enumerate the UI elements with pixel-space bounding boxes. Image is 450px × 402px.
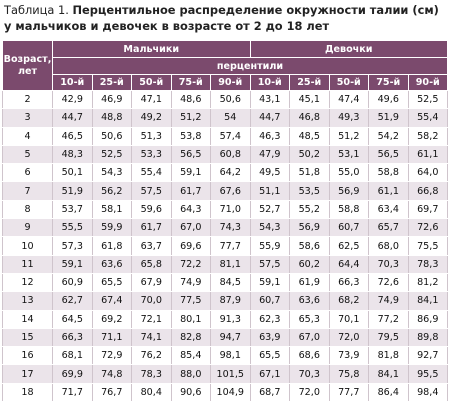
value-cell: 47,9 [250, 145, 290, 163]
value-cell: 73,9 [329, 347, 369, 365]
table-row [3, 365, 448, 383]
value-cell: 56,5 [171, 145, 211, 163]
percentile-column-header: 50-й [132, 75, 172, 91]
value-cell: 60,7 [250, 292, 290, 310]
value-cell: 78,3 [408, 255, 448, 273]
age-cell: 6 [3, 164, 53, 182]
value-cell: 55,0 [329, 164, 369, 182]
age-cell: 9 [3, 219, 53, 237]
value-cell: 59,1 [53, 255, 93, 273]
value-cell: 67,1 [250, 365, 290, 383]
value-cell: 49,2 [132, 109, 172, 127]
table-row [3, 164, 448, 182]
value-cell: 53,5 [290, 182, 330, 200]
value-cell: 88,0 [171, 365, 211, 383]
age-cell: 4 [3, 127, 53, 145]
value-cell: 81,1 [211, 255, 251, 273]
age-cell: 15 [3, 328, 53, 346]
value-cell: 51,1 [250, 182, 290, 200]
value-cell: 94,7 [211, 328, 251, 346]
value-cell: 72,6 [408, 219, 448, 237]
value-cell: 53,1 [329, 145, 369, 163]
value-cell: 65,5 [92, 273, 132, 291]
value-cell: 54,3 [250, 219, 290, 237]
caption-prefix: Таблица 1. [4, 3, 69, 17]
age-cell: 18 [3, 383, 53, 401]
value-cell: 51,2 [171, 109, 211, 127]
value-cell: 72,9 [92, 347, 132, 365]
age-cell: 13 [3, 292, 53, 310]
value-cell: 66,3 [53, 328, 93, 346]
value-cell: 98,1 [211, 347, 251, 365]
value-cell: 55,2 [290, 200, 330, 218]
value-cell: 72,0 [290, 383, 330, 401]
value-cell: 84,1 [369, 365, 409, 383]
value-cell: 50,2 [290, 145, 330, 163]
age-cell: 10 [3, 237, 53, 255]
value-cell: 60,2 [290, 255, 330, 273]
value-cell: 46,8 [290, 109, 330, 127]
value-cell: 48,3 [53, 145, 93, 163]
age-cell: 5 [3, 145, 53, 163]
value-cell: 59,6 [132, 200, 172, 218]
value-cell: 55,4 [132, 164, 172, 182]
value-cell: 66,8 [408, 182, 448, 200]
value-cell: 101,5 [211, 365, 251, 383]
value-cell: 78,3 [132, 365, 172, 383]
value-cell: 71,7 [53, 383, 93, 401]
value-cell: 50,1 [53, 164, 93, 182]
value-cell: 77,2 [369, 310, 409, 328]
value-cell: 56,5 [369, 145, 409, 163]
caption-title-line1: Перцентильное распределение окружности талии (см) [72, 3, 439, 17]
age-cell: 16 [3, 347, 53, 365]
value-cell: 86,4 [369, 383, 409, 401]
value-cell: 46,9 [92, 91, 132, 109]
value-cell: 71,1 [92, 328, 132, 346]
value-cell: 58,2 [408, 127, 448, 145]
value-cell: 54,2 [369, 127, 409, 145]
value-cell: 74,1 [132, 328, 172, 346]
value-cell: 63,6 [290, 292, 330, 310]
value-cell: 51,9 [369, 109, 409, 127]
value-cell: 68,0 [369, 237, 409, 255]
value-cell: 90,6 [171, 383, 211, 401]
value-cell: 63,6 [92, 255, 132, 273]
girls-group-header: Девочки [250, 41, 448, 58]
value-cell: 77,7 [329, 383, 369, 401]
value-cell: 65,3 [290, 310, 330, 328]
value-cell: 47,1 [132, 91, 172, 109]
value-cell: 57,3 [53, 237, 93, 255]
value-cell: 77,5 [171, 292, 211, 310]
value-cell: 60,8 [211, 145, 251, 163]
age-cell: 8 [3, 200, 53, 218]
value-cell: 60,9 [53, 273, 93, 291]
value-cell: 95,5 [408, 365, 448, 383]
value-cell: 68,7 [250, 383, 290, 401]
value-cell: 80,4 [132, 383, 172, 401]
table-row [3, 127, 448, 145]
value-cell: 91,3 [211, 310, 251, 328]
value-cell: 51,3 [132, 127, 172, 145]
percentile-column-header: 10-й [53, 75, 93, 91]
age-cell: 7 [3, 182, 53, 200]
value-cell: 64,2 [211, 164, 251, 182]
value-cell: 61,8 [92, 237, 132, 255]
table-row [3, 310, 448, 328]
value-cell: 58,8 [329, 200, 369, 218]
value-cell: 53,7 [53, 200, 93, 218]
value-cell: 44,7 [250, 109, 290, 127]
table-row [3, 292, 448, 310]
value-cell: 52,7 [250, 200, 290, 218]
table-row [3, 200, 448, 218]
value-cell: 49,6 [369, 91, 409, 109]
value-cell: 59,1 [250, 273, 290, 291]
value-cell: 72,1 [132, 310, 172, 328]
value-cell: 98,4 [408, 383, 448, 401]
value-cell: 47,4 [329, 91, 369, 109]
value-cell: 53,8 [171, 127, 211, 145]
table-caption [4, 2, 448, 34]
value-cell: 55,9 [250, 237, 290, 255]
value-cell: 61,7 [171, 182, 211, 200]
value-cell: 81,2 [408, 273, 448, 291]
value-cell: 46,3 [250, 127, 290, 145]
value-cell: 61,7 [132, 219, 172, 237]
value-cell: 72,6 [369, 273, 409, 291]
value-cell: 57,4 [211, 127, 251, 145]
value-cell: 54 [211, 109, 251, 127]
age-cell: 3 [3, 109, 53, 127]
percentile-column-header: 90-й [211, 75, 251, 91]
boys-group-header: Мальчики [53, 41, 251, 58]
value-cell: 70,1 [329, 310, 369, 328]
percentile-column-header: 75-й [171, 75, 211, 91]
value-cell: 104,9 [211, 383, 251, 401]
value-cell: 49,3 [329, 109, 369, 127]
value-cell: 85,4 [171, 347, 211, 365]
percentiles-header: перцентили [53, 58, 448, 75]
value-cell: 89,8 [408, 328, 448, 346]
value-cell: 77,7 [211, 237, 251, 255]
value-cell: 76,2 [132, 347, 172, 365]
value-cell: 68,2 [329, 292, 369, 310]
value-cell: 65,8 [132, 255, 172, 273]
table-row [3, 273, 448, 291]
value-cell: 51,9 [53, 182, 93, 200]
value-cell: 67,4 [92, 292, 132, 310]
value-cell: 86,9 [408, 310, 448, 328]
value-cell: 69,6 [171, 237, 211, 255]
caption-title-line2: у мальчиков и девочек в возрасте от 2 до 18 лет [4, 19, 330, 33]
table-row [3, 383, 448, 401]
value-cell: 66,3 [329, 273, 369, 291]
value-cell: 48,8 [92, 109, 132, 127]
value-cell: 68,6 [290, 347, 330, 365]
value-cell: 52,5 [408, 91, 448, 109]
value-cell: 62,5 [329, 237, 369, 255]
value-cell: 57,5 [250, 255, 290, 273]
table-row [3, 145, 448, 163]
value-cell: 65,7 [369, 219, 409, 237]
value-cell: 61,9 [290, 273, 330, 291]
value-cell: 55,5 [53, 219, 93, 237]
value-cell: 61,1 [408, 145, 448, 163]
percentile-column-header: 25-й [92, 75, 132, 91]
value-cell: 68,1 [53, 347, 93, 365]
percentile-column-header: 75-й [369, 75, 409, 91]
value-cell: 64,0 [408, 164, 448, 182]
value-cell: 65,5 [250, 347, 290, 365]
value-cell: 63,4 [369, 200, 409, 218]
table-row [3, 219, 448, 237]
percentile-column-header: 90-й [408, 75, 448, 91]
age-cell: 11 [3, 255, 53, 273]
value-cell: 48,5 [290, 127, 330, 145]
value-cell: 57,5 [132, 182, 172, 200]
value-cell: 48,6 [171, 91, 211, 109]
value-cell: 55,4 [408, 109, 448, 127]
table-row [3, 255, 448, 273]
value-cell: 46,5 [53, 127, 93, 145]
value-cell: 69,2 [92, 310, 132, 328]
value-cell: 50,6 [92, 127, 132, 145]
age-column-header: Возраст, лет [3, 41, 53, 91]
value-cell: 59,9 [92, 219, 132, 237]
value-cell: 63,9 [250, 328, 290, 346]
value-cell: 58,8 [369, 164, 409, 182]
value-cell: 53,3 [132, 145, 172, 163]
percentile-column-header: 25-й [290, 75, 330, 91]
value-cell: 54,3 [92, 164, 132, 182]
value-cell: 50,6 [211, 91, 251, 109]
waist-percentile-table [2, 40, 448, 402]
value-cell: 74,9 [171, 273, 211, 291]
value-cell: 51,8 [290, 164, 330, 182]
value-cell: 81,8 [369, 347, 409, 365]
table-row [3, 91, 448, 109]
value-cell: 52,5 [92, 145, 132, 163]
value-cell: 44,7 [53, 109, 93, 127]
percentile-column-header: 10-й [250, 75, 290, 91]
value-cell: 51,2 [329, 127, 369, 145]
value-cell: 75,5 [408, 237, 448, 255]
value-cell: 49,5 [250, 164, 290, 182]
value-cell: 74,3 [211, 219, 251, 237]
table-row [3, 328, 448, 346]
value-cell: 67,0 [290, 328, 330, 346]
value-cell: 92,7 [408, 347, 448, 365]
value-cell: 64,4 [329, 255, 369, 273]
value-cell: 70,3 [369, 255, 409, 273]
value-cell: 80,1 [171, 310, 211, 328]
value-cell: 70,3 [290, 365, 330, 383]
value-cell: 43,1 [250, 91, 290, 109]
age-cell: 12 [3, 273, 53, 291]
table-row [3, 109, 448, 127]
value-cell: 58,6 [290, 237, 330, 255]
value-cell: 75,8 [329, 365, 369, 383]
value-cell: 67,6 [211, 182, 251, 200]
value-cell: 64,3 [171, 200, 211, 218]
table-row [3, 237, 448, 255]
table-row [3, 182, 448, 200]
value-cell: 74,8 [92, 365, 132, 383]
percentile-column-header: 50-й [329, 75, 369, 91]
value-cell: 82,8 [171, 328, 211, 346]
value-cell: 60,7 [329, 219, 369, 237]
value-cell: 63,7 [132, 237, 172, 255]
value-cell: 56,9 [290, 219, 330, 237]
value-cell: 84,5 [211, 273, 251, 291]
value-cell: 64,5 [53, 310, 93, 328]
value-cell: 79,5 [369, 328, 409, 346]
value-cell: 71,0 [211, 200, 251, 218]
age-cell: 14 [3, 310, 53, 328]
value-cell: 59,1 [171, 164, 211, 182]
value-cell: 45,1 [290, 91, 330, 109]
value-cell: 56,2 [92, 182, 132, 200]
value-cell: 67,0 [171, 219, 211, 237]
value-cell: 70,0 [132, 292, 172, 310]
value-cell: 62,7 [53, 292, 93, 310]
value-cell: 42,9 [53, 91, 93, 109]
value-cell: 72,2 [171, 255, 211, 273]
value-cell: 62,3 [250, 310, 290, 328]
age-cell: 17 [3, 365, 53, 383]
table-row [3, 347, 448, 365]
age-cell: 2 [3, 91, 53, 109]
value-cell: 74,9 [369, 292, 409, 310]
value-cell: 69,9 [53, 365, 93, 383]
value-cell: 58,1 [92, 200, 132, 218]
value-cell: 69,7 [408, 200, 448, 218]
value-cell: 61,1 [369, 182, 409, 200]
value-cell: 84,1 [408, 292, 448, 310]
value-cell: 67,9 [132, 273, 172, 291]
value-cell: 72,0 [329, 328, 369, 346]
value-cell: 87,9 [211, 292, 251, 310]
value-cell: 76,7 [92, 383, 132, 401]
value-cell: 56,9 [329, 182, 369, 200]
